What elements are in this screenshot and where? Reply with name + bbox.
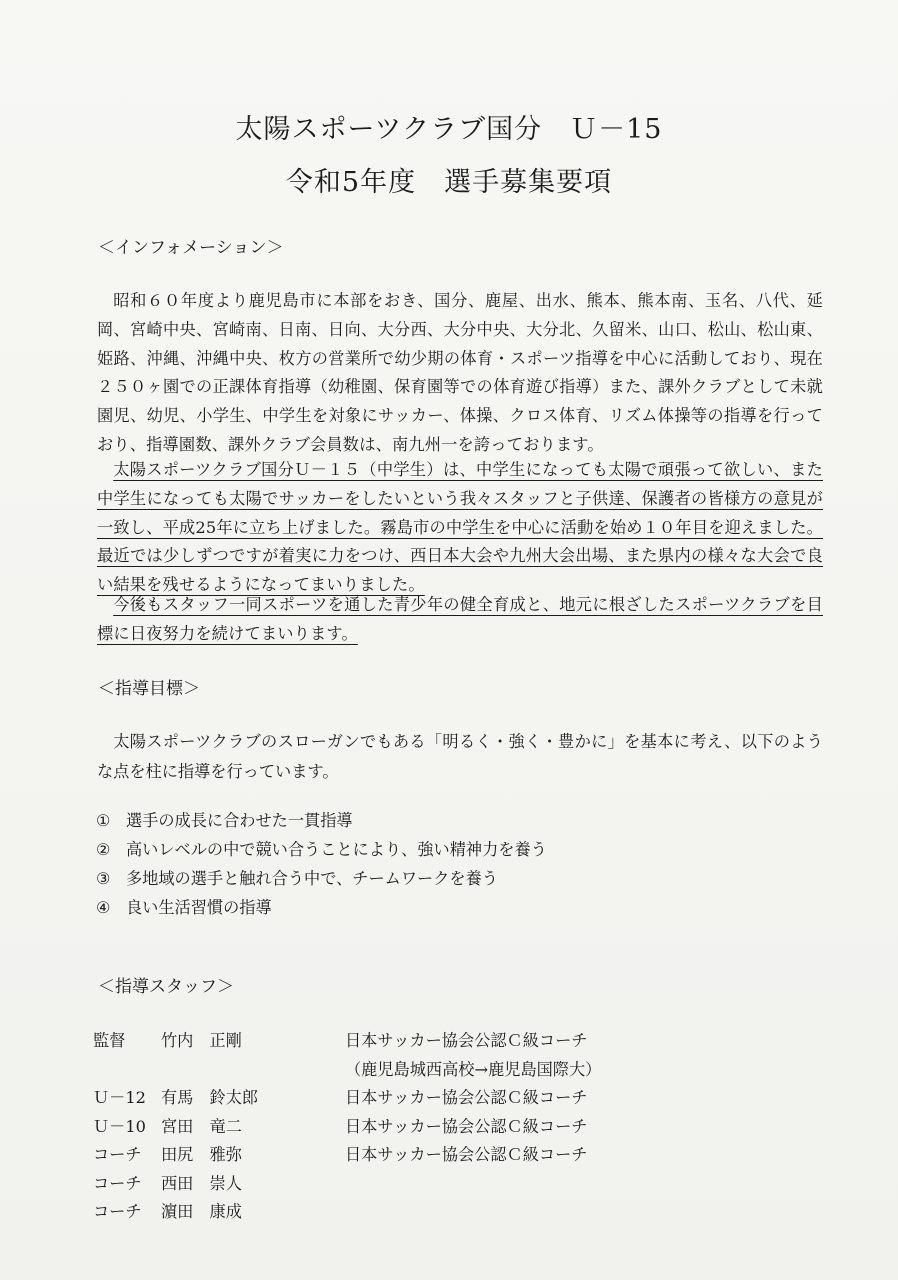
staff-qualification: 日本サッカー協会公認Ｃ級コーチ (345, 1088, 588, 1107)
staff-name: 西田 崇人 (161, 1173, 242, 1193)
goal-item (96, 806, 547, 835)
staff-role: Ｕ－10 (93, 1116, 146, 1136)
info-paragraph-1: 昭和６０年度より鹿児島市に本部をおき、国分、鹿屋、出水、熊本、熊本南、玉名、八代、延岡、宮崎中央、宮崎南、日南、日向、大分西、大分中央、大分北、久留米、山口、松山、松山東、姫路、沖縄、沖縄中央、枚方の営業所で幼少期の体育・スポーツ指導を中心に活動しており、現在２５０ヶ園での正課体育指導（幼稚園、保育園等での体育遊び指導）また、課外クラブとして未就園児、幼児、小学生、中学生を対象にサッカー、体操、クロス体育、リズム体操等の指導を行っており、指導園数、課外クラブ会員数は、南九州一を誇っております。 (97, 291, 823, 454)
goal-number: ④ (96, 898, 111, 917)
goal-item (96, 835, 547, 864)
staff-role: コーチ (93, 1173, 142, 1193)
goal-number: ② (96, 840, 111, 859)
staff-name: 濵田 康成 (161, 1202, 242, 1221)
staff-role: Ｕ－12 (93, 1088, 146, 1107)
info-paragraph-3 (97, 591, 823, 649)
staff-role: コーチ (93, 1145, 142, 1164)
staff-name: 田尻 雅弥 (161, 1145, 242, 1164)
document-title: 太陽スポーツクラブ国分 Ｕ－15 (235, 114, 663, 145)
goals-list (96, 806, 547, 922)
info-heading: ＜インフォメーション＞ (98, 238, 284, 258)
staff-role: 監督 (93, 1031, 126, 1050)
staff-qualification: 日本サッカー協会公認Ｃ級コーチ (345, 1116, 588, 1136)
staff-role: コーチ (93, 1202, 142, 1221)
goal-number: ① (96, 811, 111, 830)
goal-text: 多地域の選手と触れ合う中で、チームワークを養う (126, 869, 498, 888)
info-paragraph-3-text: 今後もスタッフ一同スポーツを通した青少年の健全育成と、地元に根ざしたスポーツクラブを目標に日夜努力を続けてまいります。 (97, 595, 823, 643)
goal-text: 高いレベルの中で競い合うことにより、強い精神力を養う (126, 840, 547, 859)
goals-intro: 太陽スポーツクラブのスローガンでもある「明るく・強く・豊かに」を基本に考え、以下のような点を柱に指導を行っています。 (97, 732, 823, 781)
goal-item (96, 864, 547, 893)
document-subtitle: 令和5年度 選手募集要項 (285, 167, 613, 198)
staff-name: 有馬 鈴太郎 (161, 1088, 259, 1107)
goal-number: ③ (96, 869, 111, 888)
staff-name: 宮田 竜二 (161, 1116, 242, 1136)
staff-qualification: （鹿児島城西高校→鹿児島国際大） (345, 1059, 602, 1079)
staff-name: 竹内 正剛 (161, 1031, 242, 1050)
goal-item (96, 893, 547, 922)
goal-text: 良い生活習慣の指導 (126, 898, 272, 917)
info-paragraph-2 (97, 456, 823, 600)
staff-heading: ＜指導スタッフ＞ (98, 977, 234, 997)
goals-heading: ＜指導目標＞ (98, 679, 200, 699)
staff-qualification: 日本サッカー協会公認Ｃ級コーチ (345, 1145, 588, 1164)
info-paragraph-2-text: 太陽スポーツクラブ国分Ｕ－１５（中学生）は、中学生になっても太陽で頑張って欲しい、また中学生になっても太陽でサッカーをしたいという我々スタッフと子供達、保護者の皆様方の意見が一致し、平成25年に立ち上げました。霧島市の中学生を中心に活動を始め１０年目を迎えました。最近では少しずつですが着実に力をつけ、西日本大会や九州大会出場、また県内の様々な大会で良い結果を残せるようになってまいりました。 (97, 460, 823, 595)
goal-text: 選手の成長に合わせた一貫指導 (126, 811, 353, 830)
staff-qualification: 日本サッカー協会公認Ｃ級コーチ (345, 1031, 588, 1050)
